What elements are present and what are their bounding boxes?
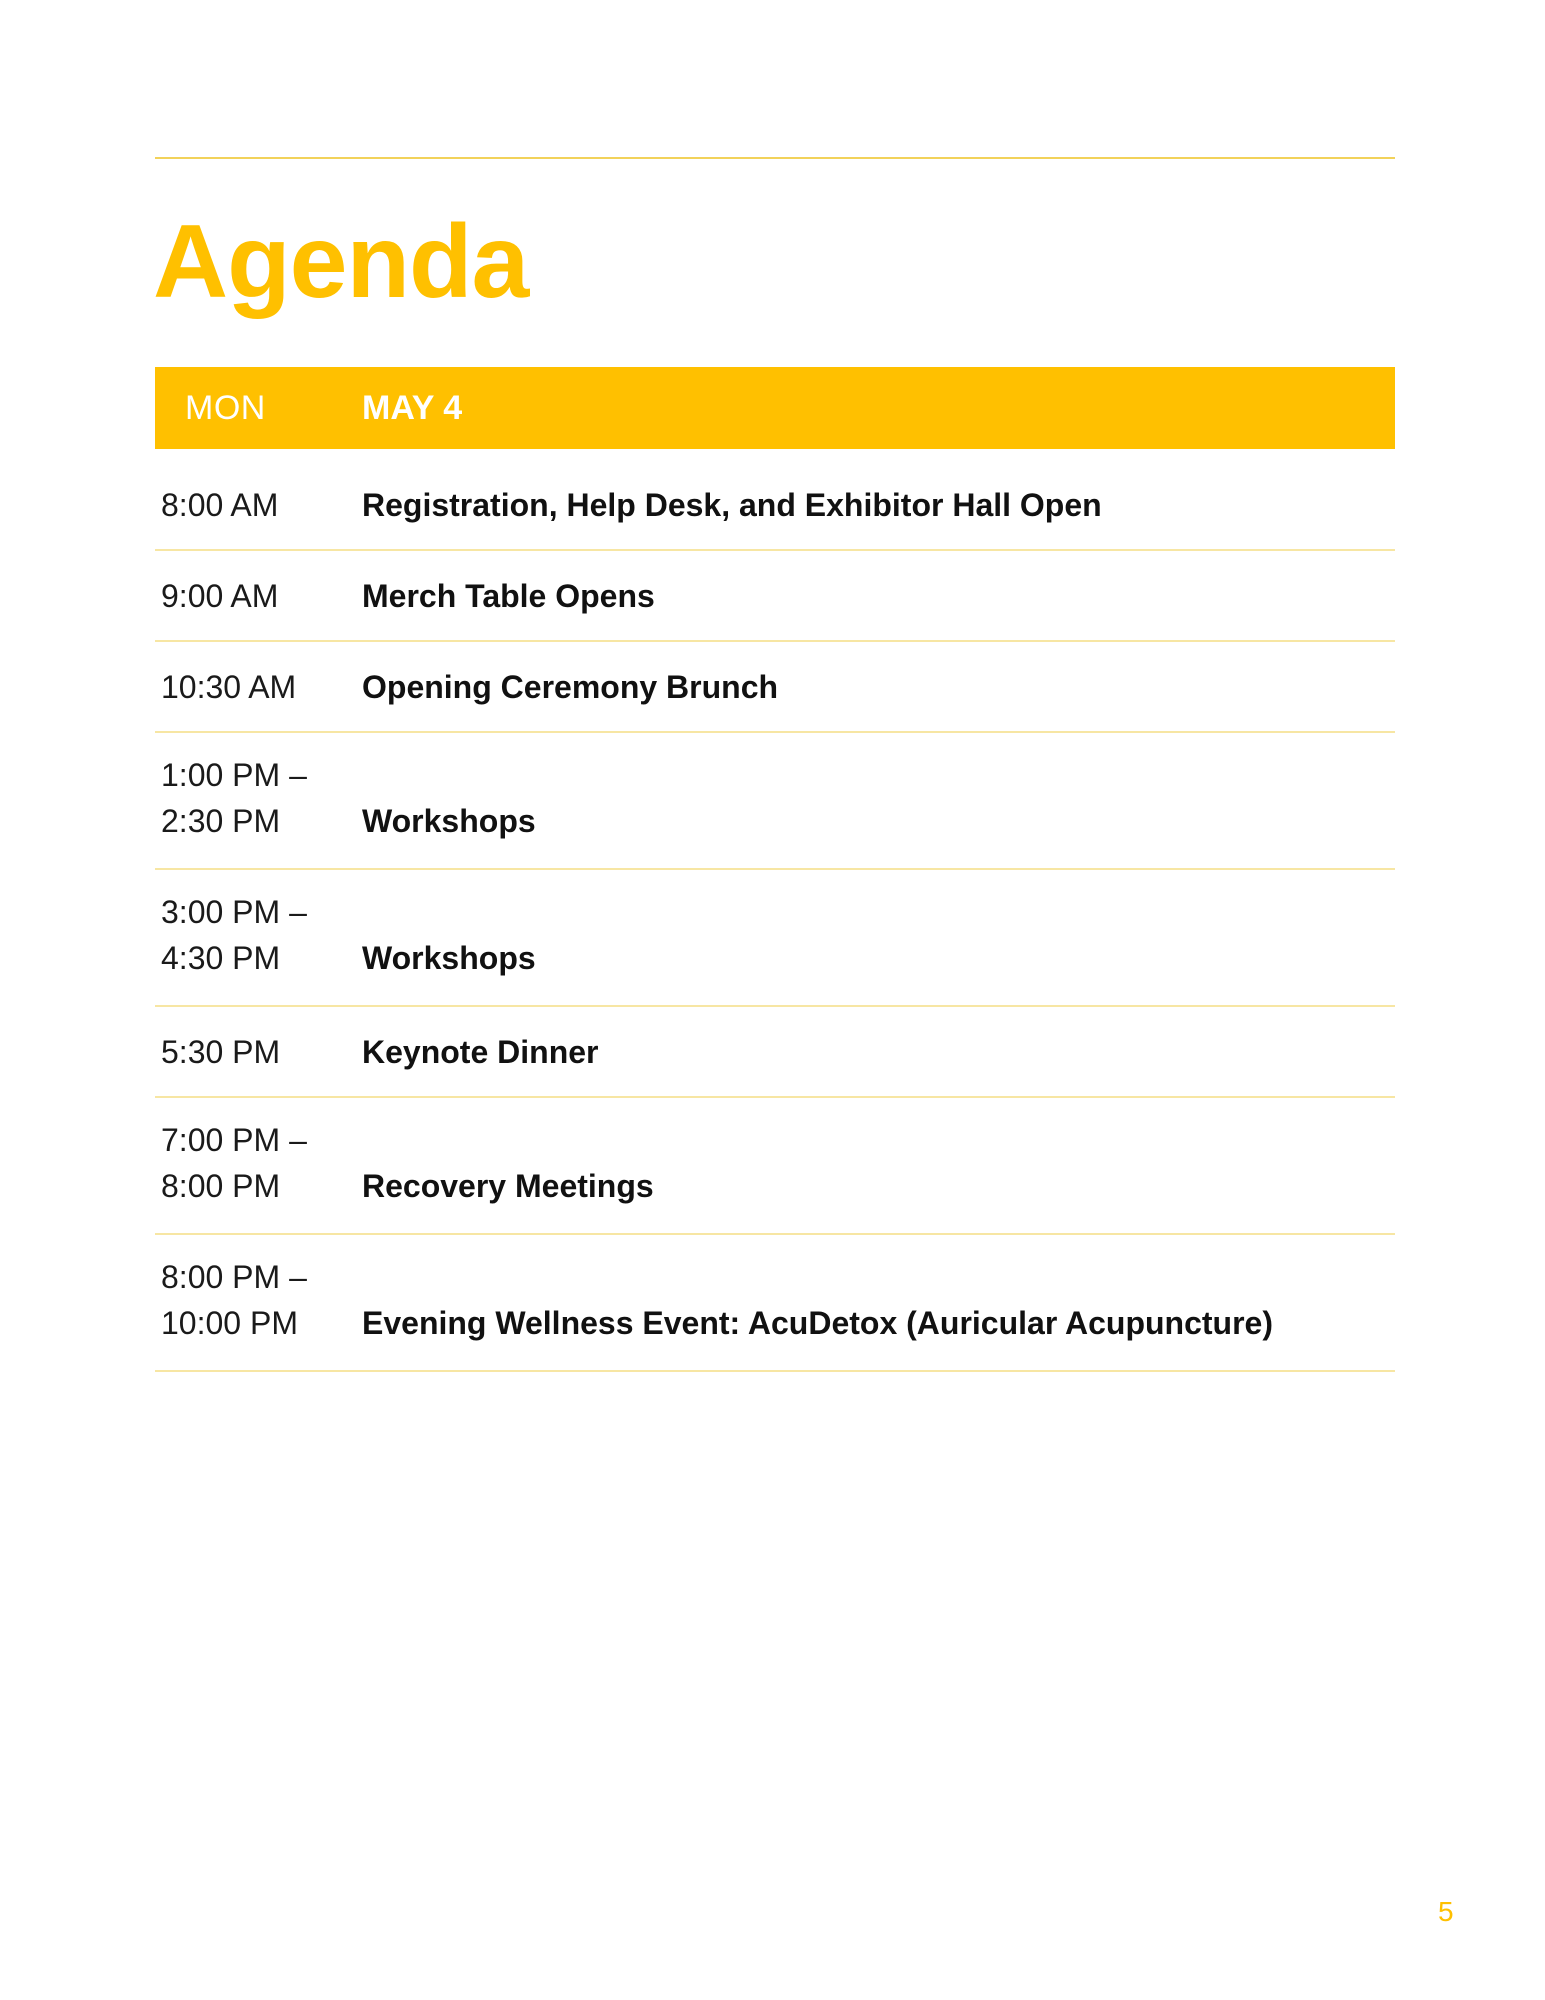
agenda-time: 8:00 AM [161, 487, 279, 523]
agenda-time: 5:30 PM [161, 1034, 281, 1070]
agenda-row [155, 870, 1395, 1007]
agenda-event: Workshops [362, 940, 536, 976]
agenda-row [155, 1235, 1395, 1372]
agenda-time: 10:30 AM [161, 669, 297, 705]
agenda-row [155, 460, 1395, 551]
day-header-weekday: MON [185, 388, 266, 427]
agenda-row [155, 551, 1395, 642]
agenda-event: Keynote Dinner [362, 1034, 599, 1070]
top-divider [155, 157, 1395, 159]
day-header [155, 367, 1395, 449]
agenda-time: 9:00 AM [161, 578, 279, 614]
agenda-time: 8:00 PM – 10:00 PM [161, 1259, 307, 1341]
agenda-event: Merch Table Opens [362, 578, 655, 614]
page-title: Agenda [153, 204, 529, 320]
agenda-time: 7:00 PM – 8:00 PM [161, 1122, 307, 1204]
agenda-time: 1:00 PM – 2:30 PM [161, 757, 307, 839]
page-number: 5 [1438, 1896, 1454, 1927]
agenda-event: Workshops [362, 803, 536, 839]
agenda-event: Evening Wellness Event: AcuDetox (Auricular Acupuncture) [362, 1305, 1273, 1341]
agenda-row [155, 1007, 1395, 1098]
agenda-row [155, 1098, 1395, 1235]
agenda-event: Opening Ceremony Brunch [362, 669, 779, 705]
agenda-list [155, 460, 1395, 1372]
agenda-event: Recovery Meetings [362, 1168, 654, 1204]
agenda-time: 3:00 PM – 4:30 PM [161, 894, 307, 976]
agenda-event: Registration, Help Desk, and Exhibitor Hall Open [362, 487, 1102, 523]
day-header-date: MAY 4 [362, 388, 463, 427]
agenda-row [155, 642, 1395, 733]
agenda-row [155, 733, 1395, 870]
